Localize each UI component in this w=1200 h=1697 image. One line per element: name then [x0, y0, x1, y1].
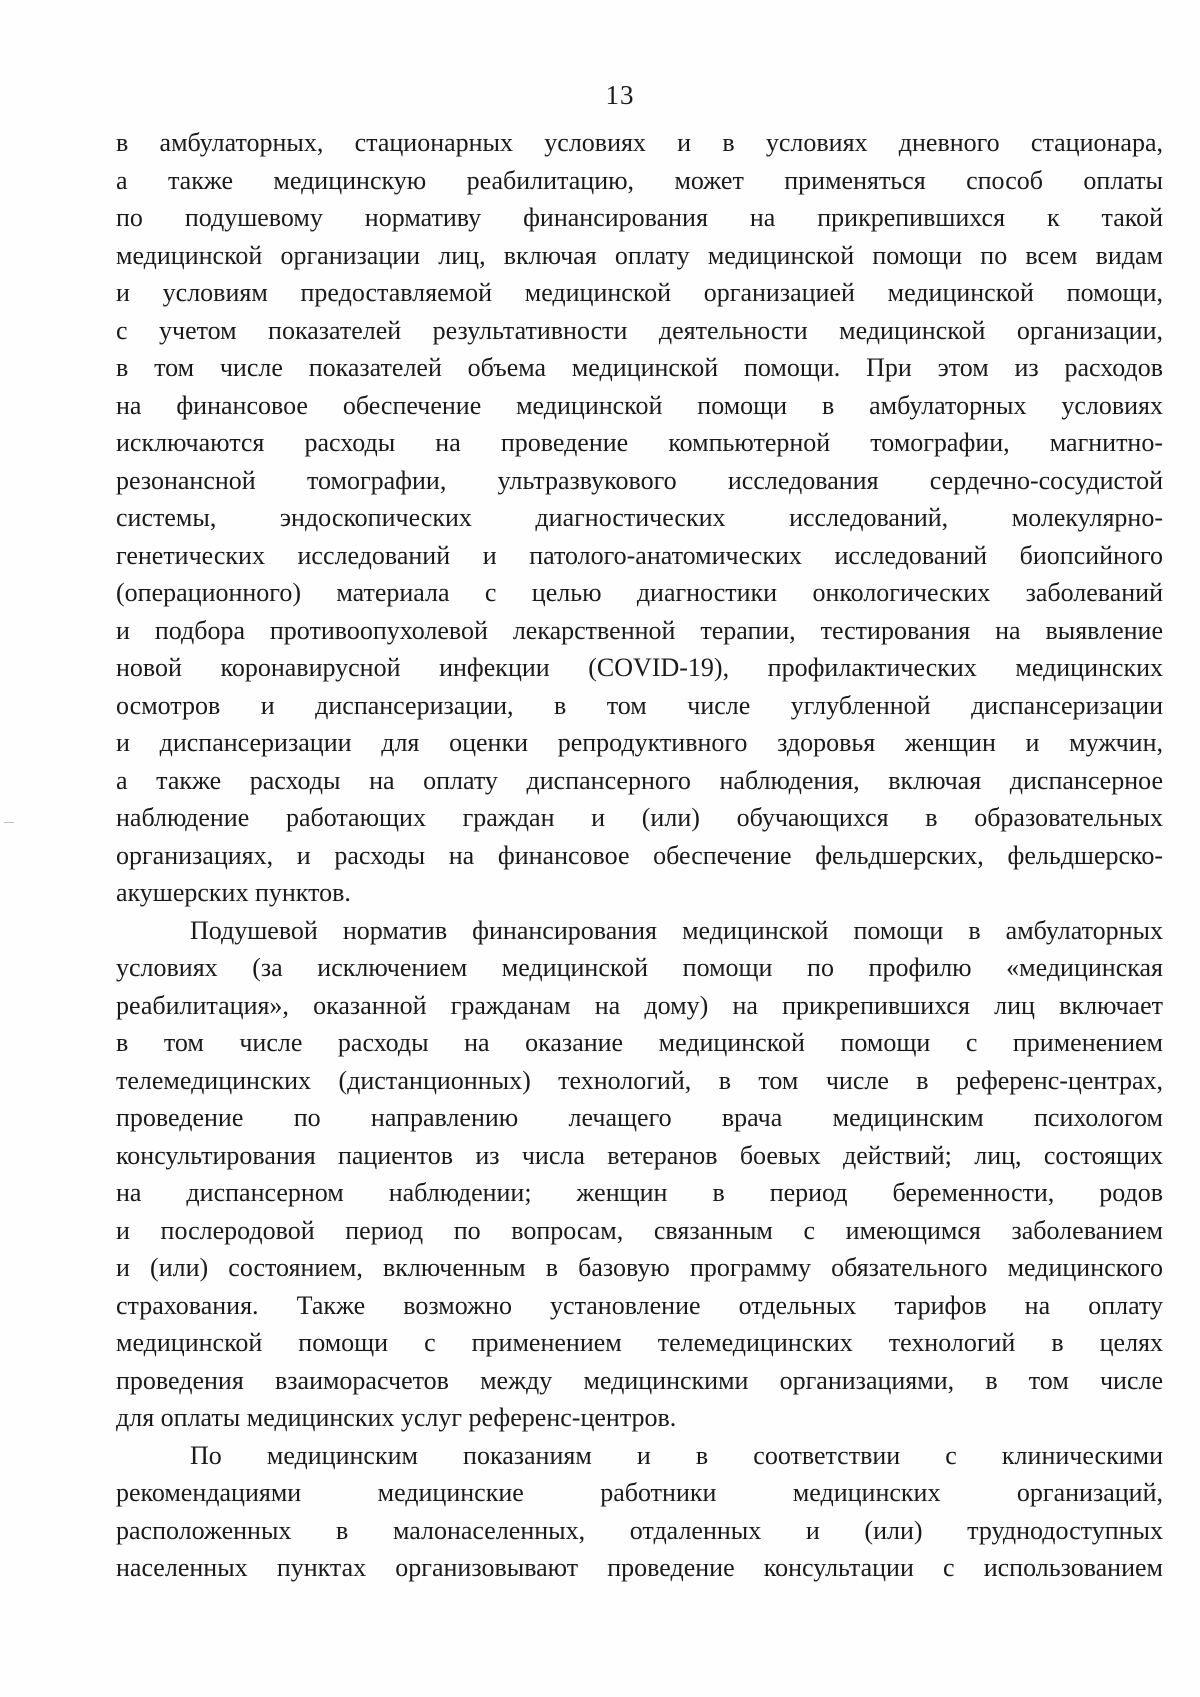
text-line: страхования. Также возможно установление отдельных тарифов на оплату: [116, 1290, 1163, 1320]
text-line: консультирования пациентов из числа ветеранов боевых действий; лиц, состоящих: [116, 1140, 1163, 1170]
text-line: и (или) состоянием, включенным в базовую программу обязательного медицинского: [116, 1253, 1163, 1282]
text-line: а также расходы на оплату диспансерного наблюдения, включая диспансерное: [116, 765, 1163, 795]
text-line: наблюдение работающих граждан и (или) обучающихся в образовательных: [116, 803, 1163, 832]
text-line: и подбора противоопухолевой лекарственной терапии, тестирования на выявление: [116, 615, 1163, 645]
text-line: на финансовое обеспечение медицинской помощи в амбулаторных условиях: [116, 390, 1163, 420]
text-line: организациях, и расходы на финансовое обеспечение фельдшерских, фельдшерско-: [116, 840, 1163, 870]
text-line: и послеродовой период по вопросам, связанным с имеющимся заболеванием: [116, 1215, 1163, 1245]
text-line: Подушевой норматив финансирования медицинской помощи в амбулаторных: [190, 915, 1163, 945]
text-line: расположенных в малонаселенных, отдаленных и (или) труднодоступных: [116, 1515, 1163, 1545]
text-line: в амбулаторных, стационарных условиях и в условиях дневного стационара,: [116, 128, 1163, 157]
text-line: населенных пунктах организовывают проведение консультации с использованием: [116, 1553, 1163, 1582]
page-number: 13: [605, 80, 635, 110]
paragraph-2: [116, 912, 1163, 1437]
text-line: для оплаты медицинских услуг референс-центров.: [116, 1403, 677, 1432]
text-line: по подушевому нормативу финансирования на прикрепившихся к такой: [116, 203, 1163, 232]
text-line: системы, эндоскопических диагностических исследований, молекулярно-: [116, 503, 1163, 532]
text-line: телемедицинских (дистанционных) технологий, в том числе в референс-центрах,: [116, 1065, 1163, 1095]
text-line: в том числе показателей объема медицинской помощи. При этом из расходов: [116, 353, 1163, 382]
text-line: проведение по направлению лечащего врача медицинским психологом: [116, 1103, 1163, 1132]
text-line: с учетом показателей результативности деятельности медицинской организации,: [116, 315, 1163, 345]
text-line: и диспансеризации для оценки репродуктивного здоровья женщин и мужчин,: [116, 728, 1163, 757]
text-line: проведения взаиморасчетов между медицинскими организациями, в том числе: [116, 1365, 1163, 1395]
text-line: осмотров и диспансеризации, в том числе углубленной диспансеризации: [116, 690, 1163, 720]
text-line: медицинской организации лиц, включая оплату медицинской помощи по всем видам: [116, 240, 1163, 270]
text-line: рекомендациями медицинские работники медицинских организаций,: [116, 1478, 1163, 1507]
text-line: (операционного) материала с целью диагностики онкологических заболеваний: [116, 578, 1163, 607]
text-line: в том числе расходы на оказание медицинской помощи с применением: [116, 1028, 1163, 1057]
paragraph-1: [116, 124, 1163, 912]
text-line: По медицинским показаниям и в соответствии с клиническими: [190, 1440, 1163, 1470]
text-line: исключаются расходы на проведение компьютерной томографии, магнитно-: [116, 428, 1163, 457]
text-line: новой коронавирусной инфекции (COVID-19), профилактических медицинских: [116, 653, 1163, 682]
text-line: на диспансерном наблюдении; женщин в период беременности, родов: [116, 1178, 1163, 1207]
text-line: резонансной томографии, ультразвукового исследования сердечно-сосудистой: [116, 465, 1163, 495]
text-line: условиях (за исключением медицинской помощи по профилю «медицинская: [116, 953, 1163, 982]
text-line: реабилитация», оказанной гражданам на дому) на прикрепившихся лиц включает: [116, 990, 1163, 1020]
paragraph-3: [116, 1437, 1163, 1587]
margin-scan-mark: [4, 822, 14, 823]
text-line: а также медицинскую реабилитацию, может применяться способ оплаты: [116, 165, 1163, 195]
text-line: генетических исследований и патолого-анатомических исследований биопсийного: [116, 540, 1163, 570]
text-line: и условиям предоставляемой медицинской организацией медицинской помощи,: [116, 278, 1163, 307]
document-body: [116, 124, 1163, 1587]
text-line: акушерских пунктов.: [116, 878, 351, 907]
text-line: медицинской помощи с применением телемедицинских технологий в целях: [116, 1328, 1163, 1357]
